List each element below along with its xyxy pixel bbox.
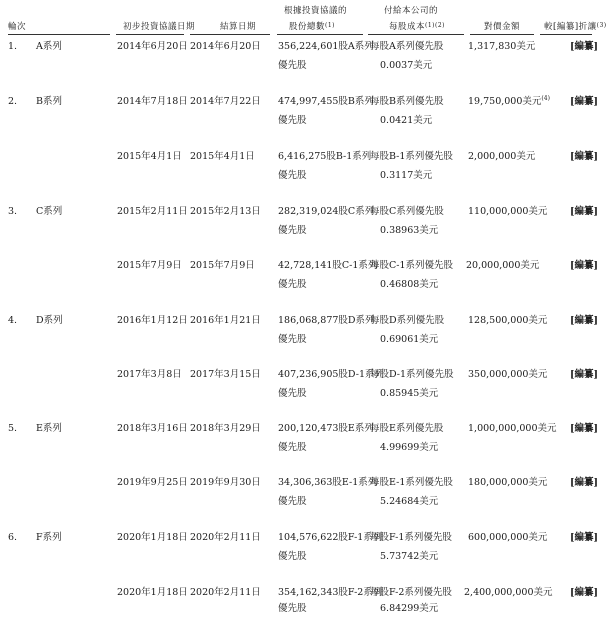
- header-rule: [116, 34, 184, 35]
- header-initial-date: 初步投資協議日期: [123, 22, 196, 32]
- row-shares: 104,576,622股F-1系列 優先股: [278, 532, 383, 562]
- row-valuation: [編纂]: [570, 423, 598, 434]
- row-cost: 每股F-1系列優先股 5.73742美元: [370, 532, 452, 562]
- row-amount: 1,317,830美元: [468, 41, 536, 52]
- row-shares: 42,728,141股C-1系列 優先股: [278, 260, 378, 290]
- row-shares: 407,236,905股D-1系列 優先股: [278, 369, 384, 399]
- row-amount: 2,400,000,000美元: [464, 587, 553, 598]
- row-shares: 474,997,455股B系列 優先股: [278, 96, 374, 126]
- row-valuation: [編纂]: [570, 369, 598, 380]
- row-amount: 600,000,000美元: [468, 532, 548, 543]
- row-cost: 每股B-1系列優先股 0.3117美元: [370, 151, 453, 181]
- row-valuation: [編纂]: [570, 260, 598, 271]
- row-valuation: [編纂]: [570, 587, 598, 598]
- header-cost-footnote: (1)(2): [425, 22, 446, 29]
- row-series: E系列: [36, 423, 62, 434]
- row-amount: 19,750,000美元$^{(4)}$: [468, 95, 550, 107]
- row-cost: 每股C系列優先股 0.38963美元: [370, 206, 444, 236]
- header-round: 輪次: [8, 22, 27, 32]
- row-shares: 282,319,024股C系列 優先股: [278, 206, 375, 236]
- row-initial-date: 2015年2月11日: [117, 206, 188, 217]
- row-settle-date: 2015年4月1日: [190, 151, 255, 162]
- row-initial-date: 2015年4月1日: [117, 151, 182, 162]
- row-amount: 350,000,000美元: [468, 369, 548, 380]
- header-valuation: 較[編纂]折讓$^{(3)}$: [544, 22, 607, 32]
- row-initial-date: 2018年3月16日: [117, 423, 188, 434]
- row-settle-date: 2015年2月13日: [190, 206, 261, 217]
- row-series: D系列: [36, 315, 63, 326]
- header-shares-line1: 根據投資協議的: [284, 6, 348, 16]
- header-settle-date: 結算日期: [220, 22, 257, 32]
- row-cost: 每股D系列優先股 0.69061美元: [370, 315, 445, 345]
- row-valuation: [編纂]: [570, 532, 598, 543]
- row-settle-date: 2014年6月20日: [190, 41, 261, 52]
- row-amount: 180,000,000美元: [468, 477, 548, 488]
- row-amount: 1,000,000,000美元: [468, 423, 557, 434]
- row-initial-date: 2014年6月20日: [117, 41, 188, 52]
- row-cost: 每股E系列優先股 4.99699美元: [370, 423, 444, 453]
- row-initial-date: 2019年9月25日: [117, 477, 188, 488]
- row-initial-date: 2015年7月9日: [117, 260, 182, 271]
- row-number: 5.: [8, 423, 18, 434]
- row-amount: 2,000,000美元: [468, 151, 536, 162]
- row-valuation: [編纂]: [570, 315, 598, 326]
- row-number: 4.: [8, 315, 18, 326]
- row-initial-date: 2014年7月18日: [117, 96, 188, 107]
- row-shares: 34,306,363股E-1系列 優先股: [278, 477, 378, 507]
- header-amount: 對價金額: [484, 22, 521, 32]
- row-series: A系列: [36, 41, 62, 52]
- row-settle-date: 2017年3月15日: [190, 369, 261, 380]
- row-amount: 128,500,000美元: [468, 315, 548, 326]
- row-initial-date: 2020年1月18日: [117, 532, 188, 543]
- header-rule: [368, 34, 464, 35]
- row-shares: 356,224,601股A系列 優先股: [278, 41, 374, 71]
- row-valuation: [編纂]: [570, 96, 598, 107]
- row-number: 2.: [8, 96, 18, 107]
- header-cost-line1: 付給本公司的: [384, 6, 439, 16]
- row-initial-date: 2020年1月18日: [117, 587, 188, 598]
- row-number: 1.: [8, 41, 18, 52]
- row-shares: 186,068,877股D系列 優先股: [278, 315, 375, 345]
- row-amount: 20,000,000美元: [466, 260, 540, 271]
- row-valuation: [編纂]: [570, 41, 598, 52]
- row-cost: 每股E-1系列優先股 5.24684美元: [370, 477, 453, 507]
- row-valuation: [編纂]: [570, 477, 598, 488]
- row-series: C系列: [36, 206, 63, 217]
- row-cost: 每股B系列優先股 0.0421美元: [370, 96, 444, 126]
- row-shares: 354,162,343股F-2系列 優先股: [278, 587, 383, 614]
- row-settle-date: 2018年3月29日: [190, 423, 261, 434]
- row-number: 3.: [8, 206, 18, 217]
- row-cost: 每股A系列優先股 0.0037美元: [370, 41, 444, 71]
- row-settle-date: 2020年2月11日: [190, 587, 261, 598]
- row-series: F系列: [36, 532, 62, 543]
- row-settle-date: 2016年1月21日: [190, 315, 261, 326]
- row-valuation: [編纂]: [570, 206, 598, 217]
- header-rule: [470, 34, 534, 35]
- row-series: B系列: [36, 96, 62, 107]
- row-settle-date: 2019年9月30日: [190, 477, 261, 488]
- header-rule: [277, 34, 363, 35]
- row-initial-date: 2017年3月8日: [117, 369, 182, 380]
- row-cost: 每股F-2系列優先股 6.84299美元: [370, 587, 452, 614]
- row-initial-date: 2016年1月12日: [117, 315, 188, 326]
- row-settle-date: 2015年7月9日: [190, 260, 255, 271]
- header-cost-line2: 每股成本$^{(1)(2)}$: [389, 22, 446, 32]
- row-valuation: [編纂]: [570, 151, 598, 162]
- row-settle-date: 2014年7月22日: [190, 96, 261, 107]
- header-rule: [540, 34, 592, 35]
- header-valuation-footnote: (3): [596, 22, 607, 29]
- row-cost: 每股C-1系列優先股 0.46808美元: [370, 260, 454, 290]
- header-shares-footnote: (1): [325, 22, 336, 29]
- row-shares: 200,120,473股E系列 優先股: [278, 423, 374, 453]
- header-rule: [190, 34, 270, 35]
- row-settle-date: 2020年2月11日: [190, 532, 261, 543]
- header-shares-line2: 股份總數$^{(1)}$: [289, 22, 336, 32]
- row-shares: 6,416,275股B-1系列 優先股: [278, 151, 372, 181]
- row-number: 6.: [8, 532, 18, 543]
- row-amount: 110,000,000美元: [468, 206, 548, 217]
- header-rule: [8, 34, 110, 35]
- row-cost: 每股D-1系列優先股 0.85945美元: [370, 369, 454, 399]
